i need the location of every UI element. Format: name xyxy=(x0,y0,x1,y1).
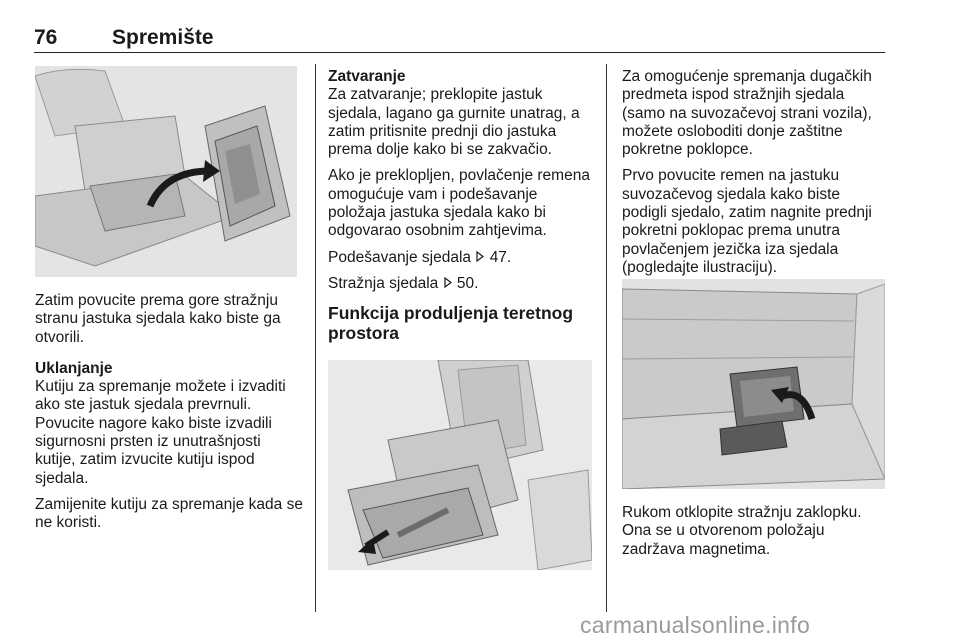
long-items-intro: Za omogućenje spremanja dugačkih predmeta ispod stražnjih sjedala (samo na suvozačevoj strani vozila), možete osloboditi donje zaštitne pokretne poklopce. xyxy=(622,68,872,159)
adjust-instruction: Ako je preklopljen, povlačenje remena omogućuje vam i podešavanje položaja jastuka sjedala kako bi odgovarao osobnim zahtjevima. xyxy=(328,167,590,240)
header-rule xyxy=(34,52,885,53)
rear-seats-reference-page: 50. xyxy=(456,274,479,292)
seat-adjust-reference-text: Podešavanje sjedala xyxy=(328,248,472,266)
rear-seats-reference[interactable] xyxy=(328,275,596,293)
section-heading: Funkcija produljenja teretnog prostora xyxy=(328,303,574,344)
removal-subheading: Uklanjanje xyxy=(35,359,113,377)
column-1 xyxy=(35,292,303,541)
column-3-bottom xyxy=(622,504,888,567)
column-divider-2 xyxy=(606,64,607,612)
under-seat-cover-illustration xyxy=(622,279,885,489)
reference-arrow-icon xyxy=(475,249,485,267)
chapter-title: Spremište xyxy=(112,26,214,49)
rear-seats-reference-text: Stražnja sjedala xyxy=(328,274,439,292)
lift-seat-instruction: Prvo povucite remen na jastuku suvozačevog sjedala kako biste podigli sjedalo, zatim nagnite prednji pokretni poklopac prema unutra povlačenjem jezička iza sjedala (pogledajte ilustraciju). xyxy=(622,167,872,276)
seat-storage-illustration xyxy=(35,66,297,277)
open-instruction: Zatim povucite prema gore stražnju stranu jastuka sjedala kako biste ga otvorili. xyxy=(35,292,281,346)
reference-arrow-icon xyxy=(443,275,453,293)
seat-adjust-reference[interactable] xyxy=(328,249,596,267)
page-number: 76 xyxy=(34,26,58,49)
closing-subheading: Zatvaranje xyxy=(328,68,406,85)
closing-instruction: Za zatvaranje; preklopite jastuk sjedala, lagano ga gurnite unatrag, a zatim pritisnite prednji dio jastuka prema dolje kako bi se zakvačio. xyxy=(328,86,580,159)
watermark: carmanualsonline.info xyxy=(580,612,811,638)
column-2 xyxy=(328,68,596,343)
seat-adjust-reference-page: 47. xyxy=(489,248,512,266)
page-header xyxy=(34,26,885,52)
removal-instruction: Kutiju za spremanje možete i izvaditi ako ste jastuk sjedala prevrnuli. Povucite nagore kako biste izvadili sigurnosni prsten iz unutrašnjosti kutije, zatim izvucite kutiju ispod sjedala. xyxy=(35,378,286,487)
column-divider-1 xyxy=(315,64,316,612)
column-3 xyxy=(622,68,888,285)
cargo-extension-illustration xyxy=(328,360,592,570)
rear-flap-instruction: Rukom otklopite stražnju zaklopku. Ona se u otvorenom položaju zadržava magnetima. xyxy=(622,504,862,558)
replace-instruction: Zamijenite kutiju za spremanje kada se ne koristi. xyxy=(35,495,303,532)
